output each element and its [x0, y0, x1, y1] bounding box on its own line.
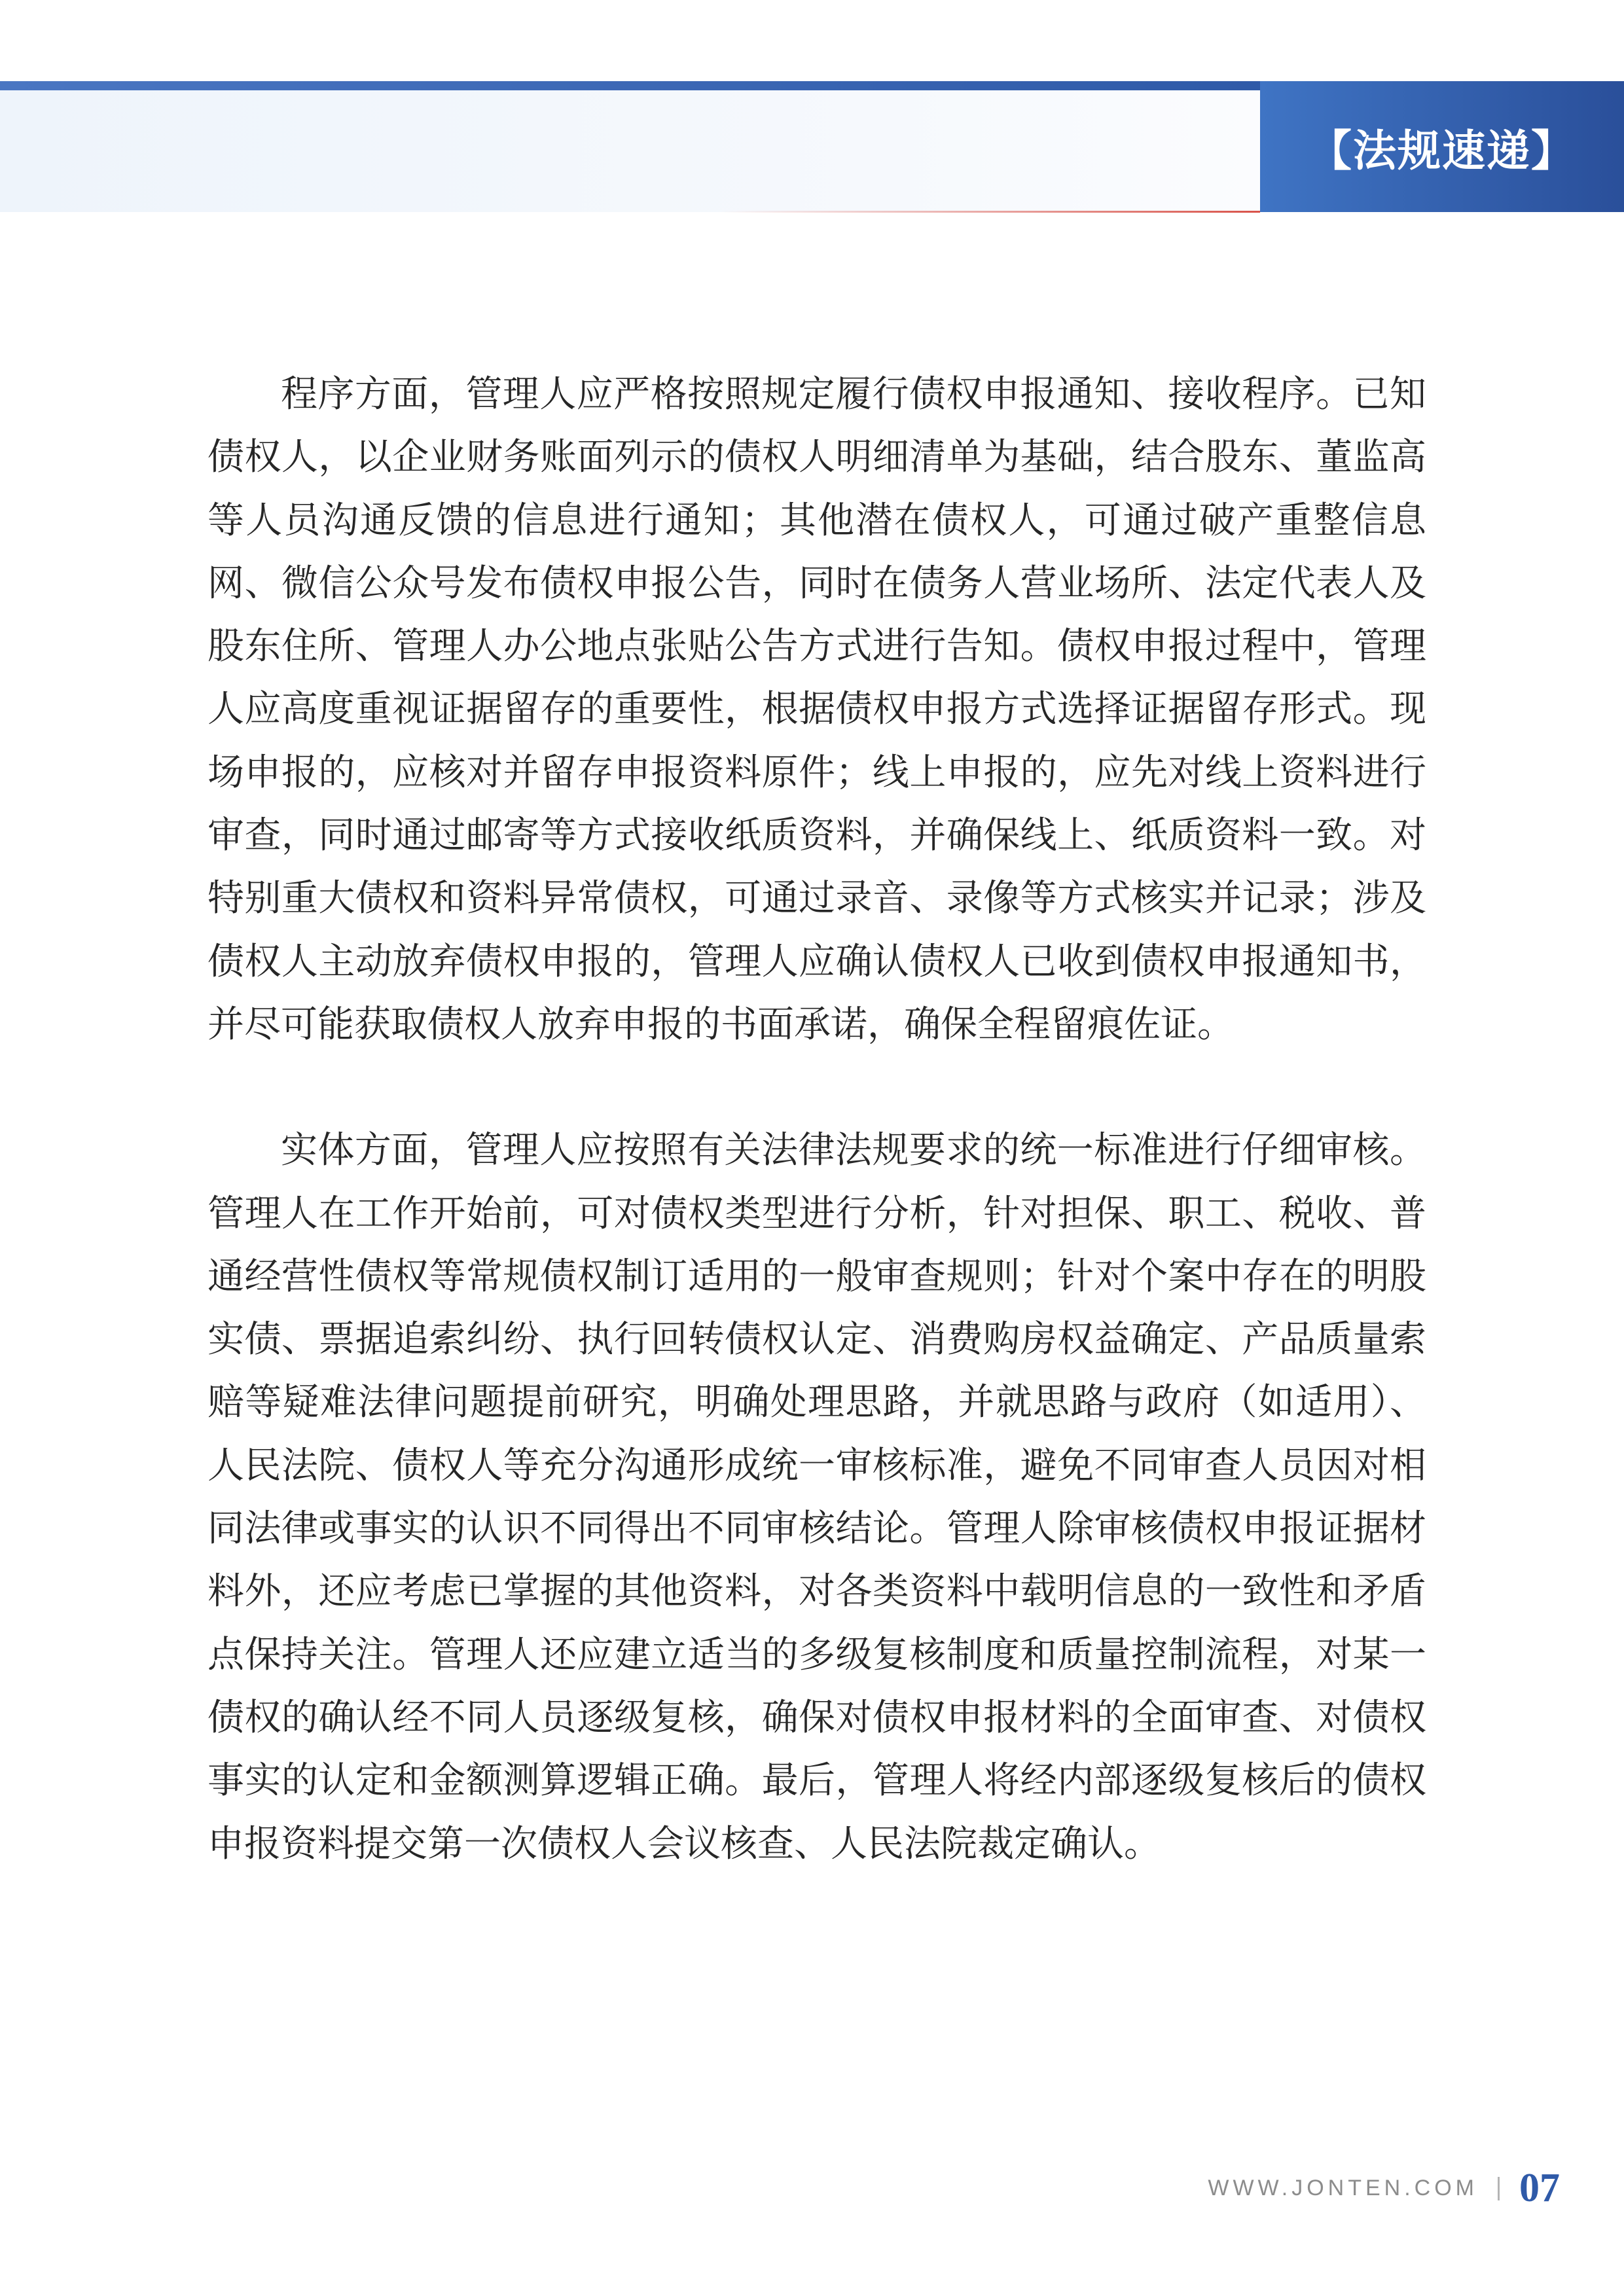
header-top-rule: [0, 81, 1260, 90]
footer-url: WWW.JONTEN.COM: [1208, 2176, 1478, 2200]
footer-divider: [1498, 2177, 1500, 2200]
section-tab-label: 【法规速递】: [1308, 124, 1576, 176]
article-body: [208, 363, 1426, 1876]
header-accent-line: [720, 211, 1260, 213]
header-band: [0, 90, 1260, 212]
section-tab: [1260, 81, 1624, 212]
paragraph-substance: 实体方面，管理人应按照有关法律法规要求的统一标准进行仔细审核。管理人在工作开始前，可对债权类型进行分析，针对担保、职工、税收、普通经营性债权等常规债权制订适用的一般审查规则；针对个案中存在的明股实债、票据追索纠纷、执行回转债权认定、消费购房权益确定、产品质量索赔等疑难法律问题提前研究，明确处理思路，并就思路与政府（如适用）、人民法院、债权人等充分沟通形成统一审核标准，避免不同审查人员因对相同法律或事实的认识不同得出不同审核结论。管理人除审核债权申报证据材料外，还应考虑已掌握的其他资料，对各类资料中载明信息的一致性和矛盾点保持关注。管理人还应建立适当的多级复核制度和质量控制流程，对某一债权的确认经不同人员逐级复核，确保对债权申报材料的全面审查、对债权事实的认定和金额测算逻辑正确。最后，管理人将经内部逐级复核后的债权申报资料提交第一次债权人会议核查、人民法院裁定确认。: [208, 1129, 1426, 1865]
paragraph-procedure: 程序方面，管理人应严格按照规定履行债权申报通知、接收程序。已知债权人，以企业财务账面列示的债权人明细清单为基础，结合股东、董监高等人员沟通反馈的信息进行通知；其他潜在债权人，可通过破产重整信息网、微信公众号发布债权申报公告，同时在债务人营业场所、法定代表人及股东住所、管理人办公地点张贴公告方式进行告知。债权申报过程中，管理人应高度重视证据留存的重要性，根据债权申报方式选择证据留存形式。现场申报的，应核对并留存申报资料原件；线上申报的，应先对线上资料进行审查，同时通过邮寄等方式接收纸质资料，并确保线上、纸质资料一致。对特别重大债权和资料异常债权，可通过录音、录像等方式核实并记录；涉及债权人主动放弃债权申报的，管理人应确认债权人已收到债权申报通知书，并尽可能获取债权人放弃申报的书面承诺，确保全程留痕佐证。: [208, 373, 1426, 1046]
page-footer: [1208, 2165, 1560, 2212]
page-number: 07: [1519, 2166, 1560, 2210]
